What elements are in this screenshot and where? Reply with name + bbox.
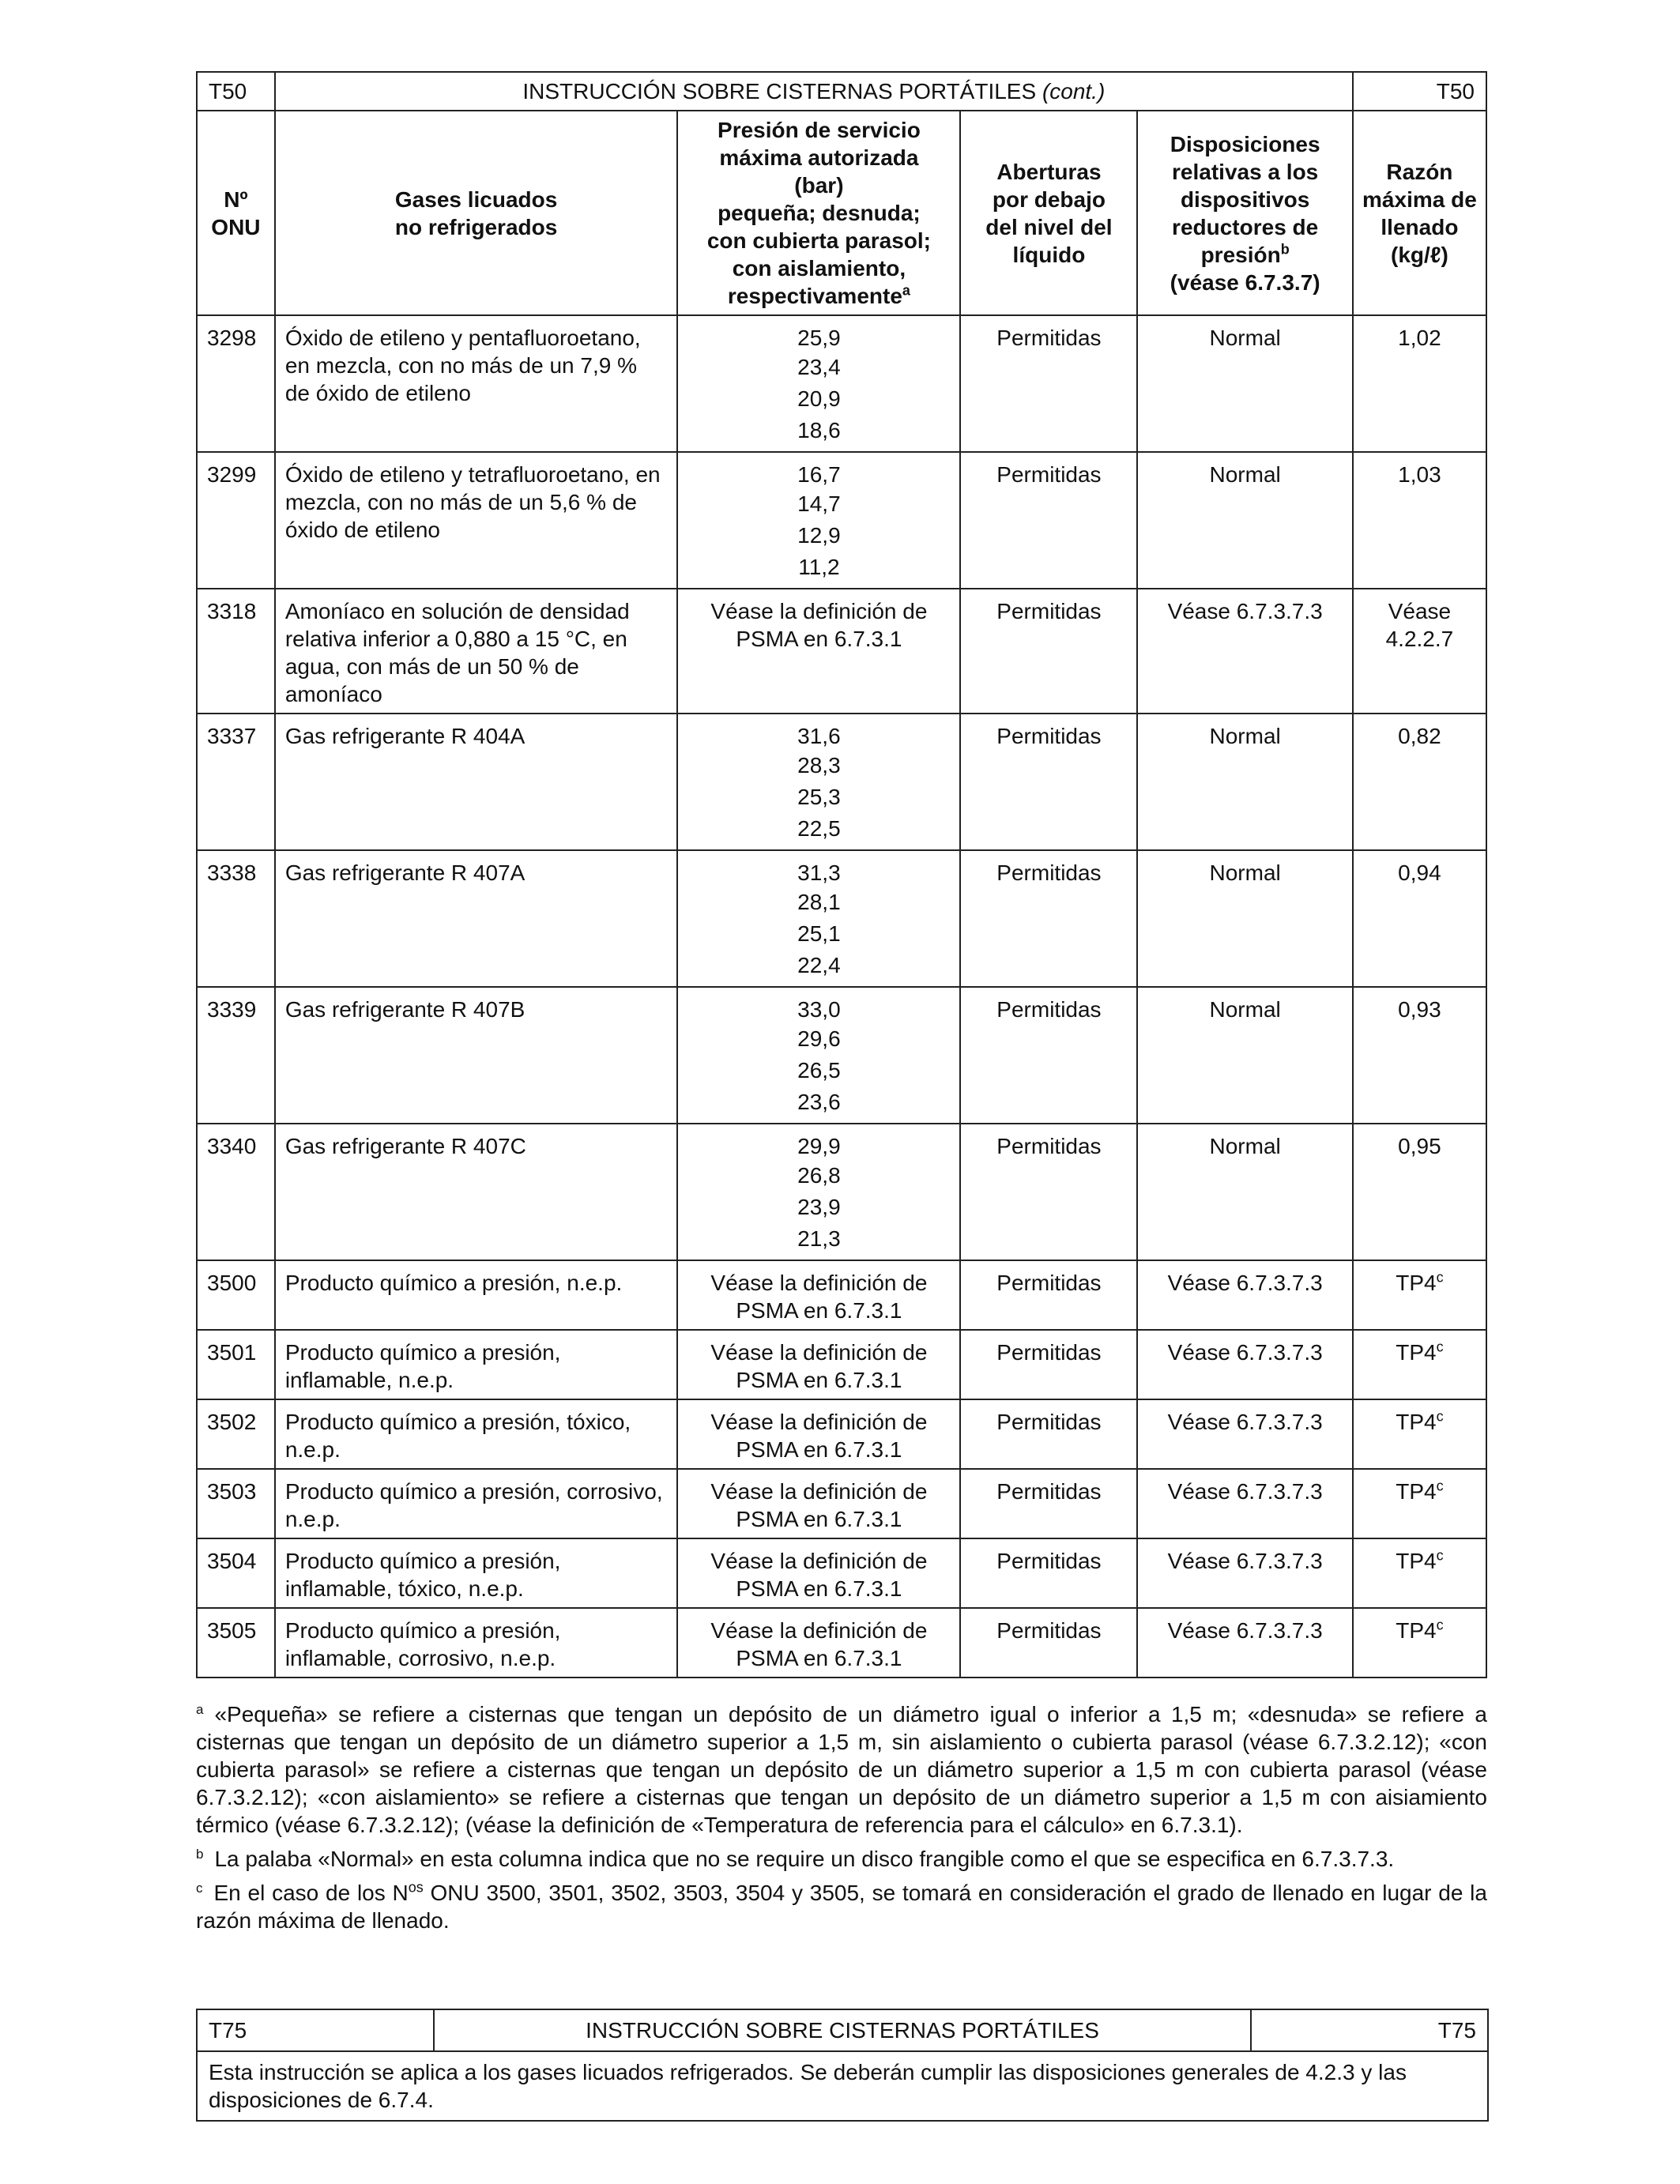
cell-openings: Permitidas: [960, 1330, 1137, 1399]
table-row: [197, 714, 1486, 850]
instruction-title: [275, 72, 1353, 111]
pressure-value: 26,8: [797, 1163, 841, 1188]
instruction-t75-id-left: T75: [197, 2009, 434, 2051]
table-row: [197, 1608, 1486, 1678]
cell-openings: Permitidas: [960, 714, 1137, 850]
cell-relief: Véase 6.7.3.7.3: [1137, 1330, 1352, 1399]
page: [196, 71, 1487, 2122]
cell-relief: Véase 6.7.3.7.3: [1137, 1260, 1352, 1330]
cell-openings: Permitidas: [960, 1260, 1137, 1330]
cell-pressure: [677, 589, 960, 714]
table-row: [197, 452, 1486, 589]
ratio-value: 0,94: [1398, 860, 1441, 885]
table-row: [197, 987, 1486, 1124]
column-header-ratio-text: Razón máxima de llenado (kg/ℓ): [1362, 159, 1477, 267]
ratio-value: 1,03: [1398, 462, 1441, 487]
cell-name: Gas refrigerante R 407A: [275, 850, 678, 987]
column-header-relief-text: Disposiciones relativas a los dispositivos reductores de presión: [1170, 131, 1320, 267]
cell-openings: Permitidas: [960, 589, 1137, 714]
footnote-a-text: «Pequeña» se refiere a cisternas que tengan un depósito de un diámetro igual o inferior a 1,5 m; «desnuda» se refiere a cisternas que tengan un depósito de un diámetro superior a 1,5 m, sin aislamiento o cubierta parasol (véase 6.7.3.2.12); «con cubierta parasol» se refiere a cisternas que tengan un depósito de un diámetro superior a 1,5 m con cubierta parasol (véase 6.7.3.2.12); «con aislamiento» se refiere a cisternas que tengan un depósito de un diámetro superior a 1,5 m con aisiamiento térmico (véase 6.7.3.2.12); (véase la definición de «Temperatura de referencia para el cálculo» en 6.7.3.1).: [196, 1702, 1487, 1837]
pressure-value: 11,2: [798, 555, 840, 579]
cell-relief: Normal: [1137, 1124, 1352, 1260]
cell-openings: Permitidas: [960, 1608, 1137, 1678]
cell-pressure: [677, 1124, 960, 1260]
column-header-pressure-text: Presión de servicio máxima autorizada (bar) pequeña; desnuda; con cubierta parasol; con aislamiento, respectivamente: [706, 118, 931, 308]
footnote-c: [196, 1879, 1487, 1934]
pressure-value: Véase la definición de PSMA en 6.7.3.1: [710, 1479, 928, 1531]
cell-pressure: [677, 850, 960, 987]
table-row: [197, 1330, 1486, 1399]
footnote-ref-a: a: [902, 282, 910, 299]
instruction-id-left: T50: [197, 72, 275, 111]
column-header-relief-ref: (véase 6.7.3.7): [1170, 269, 1320, 295]
footnote-b-text: La palaba «Normal» en esta columna indica que no se require un disco frangible como el que se especifica en 6.7.3.7.3.: [214, 1847, 1395, 1871]
cell-openings: Permitidas: [960, 1538, 1137, 1608]
table-row: [197, 315, 1486, 452]
ratio-value: TP4: [1396, 1618, 1437, 1643]
footnotes: [196, 1700, 1487, 1934]
cell-name: Producto químico a presión, tóxico, n.e.p.: [275, 1399, 678, 1469]
cell-ratio: [1353, 1608, 1486, 1678]
pressure-value: 12,9: [797, 523, 841, 548]
pressure-value: 29,9: [797, 1134, 841, 1158]
footnote-ref-b: b: [1280, 241, 1290, 258]
cell-onu: 3299: [197, 452, 275, 589]
ratio-value: TP4: [1396, 1410, 1437, 1434]
cell-relief: Normal: [1137, 315, 1352, 452]
cell-pressure: [677, 714, 960, 850]
cell-pressure: [677, 1608, 960, 1678]
table-row: [197, 1399, 1486, 1469]
cell-openings: Permitidas: [960, 452, 1137, 589]
table-t75-title-row: [197, 2009, 1488, 2051]
column-header-onu: [197, 111, 275, 315]
cell-ratio: [1353, 850, 1486, 987]
cell-onu: 3318: [197, 589, 275, 714]
cell-ratio: [1353, 987, 1486, 1124]
footnote-c-sup: os: [408, 1879, 424, 1896]
cell-onu: 3505: [197, 1608, 275, 1678]
footnote-ref-c: c: [1436, 1339, 1444, 1355]
cell-ratio: [1353, 589, 1486, 714]
pressure-value: Véase la definición de PSMA en 6.7.3.1: [710, 1340, 928, 1392]
pressure-value: 25,1: [797, 921, 841, 946]
cell-relief: Véase 6.7.3.7.3: [1137, 1538, 1352, 1608]
table-t75-body-row: [197, 2051, 1488, 2121]
cell-relief: Normal: [1137, 452, 1352, 589]
cell-name: Amoníaco en solución de densidad relativa inferior a 0,880 a 15 °C, en agua, con más de un 50 % de amoníaco: [275, 589, 678, 714]
pressure-value: 28,3: [797, 753, 841, 778]
pressure-value: 29,6: [797, 1026, 841, 1051]
cell-ratio: [1353, 1330, 1486, 1399]
cell-ratio: [1353, 1538, 1486, 1608]
cell-ratio: [1353, 315, 1486, 452]
cell-pressure: [677, 1469, 960, 1538]
pressure-value: 25,3: [797, 785, 841, 809]
cell-ratio: [1353, 1260, 1486, 1330]
table-row: [197, 1260, 1486, 1330]
pressure-value: 25,9: [797, 326, 841, 350]
cell-onu: 3338: [197, 850, 275, 987]
pressure-value: 33,0: [797, 997, 841, 1022]
cell-name: Producto químico a presión, inflamable, n.e.p.: [275, 1330, 678, 1399]
cell-name: Gas refrigerante R 404A: [275, 714, 678, 850]
column-header-ratio: [1353, 111, 1486, 315]
cell-onu: 3298: [197, 315, 275, 452]
cell-onu: 3501: [197, 1330, 275, 1399]
cell-name: Óxido de etileno y pentafluoroetano, en mezcla, con no más de un 7,9 % de óxido de etileno: [275, 315, 678, 452]
footnote-c-text-before: En el caso de los N: [213, 1881, 409, 1905]
ratio-value: TP4: [1396, 1340, 1437, 1365]
pressure-value: 23,6: [797, 1090, 841, 1114]
table-row: [197, 1124, 1486, 1260]
cell-ratio: [1353, 1124, 1486, 1260]
pressure-value: 14,7: [797, 491, 841, 516]
footnote-b: [196, 1845, 1487, 1873]
footnote-c-mark: c: [196, 1880, 203, 1896]
ratio-value: TP4: [1396, 1549, 1437, 1573]
cell-name: Óxido de etileno y tetrafluoroetano, en mezcla, con no más de un 5,6 % de óxido de etileno: [275, 452, 678, 589]
cell-openings: Permitidas: [960, 987, 1137, 1124]
table-t50: [196, 71, 1487, 1678]
cell-ratio: [1353, 1469, 1486, 1538]
cell-pressure: [677, 1260, 960, 1330]
ratio-value: TP4: [1396, 1271, 1437, 1295]
cell-openings: Permitidas: [960, 1469, 1137, 1538]
cell-onu: 3503: [197, 1469, 275, 1538]
footnote-ref-c: c: [1436, 1478, 1444, 1494]
instruction-title-text: INSTRUCCIÓN SOBRE CISTERNAS PORTÁTILES: [522, 79, 1037, 104]
cell-onu: 3500: [197, 1260, 275, 1330]
pressure-value: 22,5: [797, 816, 841, 841]
instruction-id-right: T50: [1353, 72, 1486, 111]
column-header-gases: [275, 111, 678, 315]
cell-name: Producto químico a presión, n.e.p.: [275, 1260, 678, 1330]
cell-onu: 3337: [197, 714, 275, 850]
cell-pressure: [677, 1538, 960, 1608]
pressure-value: 21,3: [797, 1226, 841, 1251]
pressure-value: 31,3: [797, 860, 841, 885]
cell-openings: Permitidas: [960, 315, 1137, 452]
cell-relief: Véase 6.7.3.7.3: [1137, 1399, 1352, 1469]
pressure-value: 20,9: [797, 386, 841, 411]
column-header-relief: [1137, 111, 1352, 315]
cell-onu: 3340: [197, 1124, 275, 1260]
footnote-ref-c: c: [1436, 1617, 1444, 1633]
cell-ratio: [1353, 714, 1486, 850]
cell-ratio: [1353, 452, 1486, 589]
pressure-value: 22,4: [797, 953, 841, 977]
cell-pressure: [677, 452, 960, 589]
cell-pressure: [677, 1330, 960, 1399]
footnote-ref-c: c: [1436, 1269, 1444, 1286]
table-t50-title-row: [197, 72, 1486, 111]
ratio-value: 1,02: [1398, 326, 1441, 350]
instruction-t75-id-right: T75: [1251, 2009, 1488, 2051]
instruction-t75-title: INSTRUCCIÓN SOBRE CISTERNAS PORTÁTILES: [434, 2009, 1251, 2051]
column-header-gases-text: Gases licuados no refrigerados: [394, 186, 558, 239]
footnote-ref-c: c: [1436, 1408, 1444, 1425]
footnote-a-mark: a: [196, 1701, 204, 1717]
cell-onu: 3502: [197, 1399, 275, 1469]
cell-openings: Permitidas: [960, 1124, 1137, 1260]
table-row: [197, 1469, 1486, 1538]
table-row: [197, 1538, 1486, 1608]
cell-relief: Normal: [1137, 850, 1352, 987]
cell-openings: Permitidas: [960, 850, 1137, 987]
column-header-openings-text: Aberturas por debajo del nivel del líquido: [985, 159, 1113, 267]
footnote-b-mark: b: [196, 1846, 204, 1862]
table-t50-body: [197, 315, 1486, 1678]
footnote-c-text-after: ONU 3500, 3501, 3502, 3503, 3504 y 3505, se tomará en consideración el grado de llenado en lugar de la razón máxima de llenado.: [196, 1881, 1487, 1933]
footnote-ref-c: c: [1436, 1547, 1444, 1564]
ratio-value: TP4: [1396, 1479, 1437, 1504]
cell-openings: Permitidas: [960, 1399, 1137, 1469]
cell-relief: Véase 6.7.3.7.3: [1137, 1608, 1352, 1678]
pressure-value: 26,5: [797, 1058, 841, 1083]
pressure-value: 31,6: [797, 724, 841, 748]
cell-name: Gas refrigerante R 407C: [275, 1124, 678, 1260]
pressure-value: Véase la definición de PSMA en 6.7.3.1: [710, 599, 928, 651]
column-header-row: [197, 111, 1486, 315]
pressure-value: Véase la definición de PSMA en 6.7.3.1: [710, 1271, 928, 1323]
ratio-value: 0,82: [1398, 724, 1441, 748]
cell-name: Gas refrigerante R 407B: [275, 987, 678, 1124]
column-header-openings: [960, 111, 1137, 315]
ratio-value: Véase 4.2.2.7: [1385, 599, 1454, 651]
pressure-value: Véase la definición de PSMA en 6.7.3.1: [710, 1549, 928, 1601]
cell-pressure: [677, 1399, 960, 1469]
cell-name: Producto químico a presión, inflamable, corrosivo, n.e.p.: [275, 1608, 678, 1678]
table-row: [197, 850, 1486, 987]
pressure-value: 16,7: [797, 462, 841, 487]
pressure-value: 18,6: [797, 418, 841, 442]
ratio-value: 0,95: [1398, 1134, 1441, 1158]
cell-name: Producto químico a presión, corrosivo, n.e.p.: [275, 1469, 678, 1538]
cell-pressure: [677, 987, 960, 1124]
pressure-value: Véase la definición de PSMA en 6.7.3.1: [710, 1410, 928, 1462]
column-header-pressure: [677, 111, 960, 315]
instruction-title-suffix: (cont.): [1042, 79, 1106, 104]
cell-relief: Véase 6.7.3.7.3: [1137, 1469, 1352, 1538]
cell-relief: Normal: [1137, 987, 1352, 1124]
pressure-value: 23,4: [797, 355, 841, 379]
pressure-value: Véase la definición de PSMA en 6.7.3.1: [710, 1618, 928, 1670]
cell-relief: Véase 6.7.3.7.3: [1137, 589, 1352, 714]
cell-pressure: [677, 315, 960, 452]
table-t75: [196, 2009, 1489, 2122]
pressure-value: 23,9: [797, 1195, 841, 1219]
cell-relief: Normal: [1137, 714, 1352, 850]
pressure-value: 28,1: [797, 890, 841, 914]
table-row: [197, 589, 1486, 714]
ratio-value: 0,93: [1398, 997, 1441, 1022]
instruction-t75-body: Esta instrucción se aplica a los gases licuados refrigerados. Se deberán cumplir las disposiciones generales de 4.2.3 y las disposiciones de 6.7.4.: [197, 2051, 1488, 2121]
cell-onu: 3504: [197, 1538, 275, 1608]
footnote-a: [196, 1700, 1487, 1839]
cell-name: Producto químico a presión, inflamable, tóxico, n.e.p.: [275, 1538, 678, 1608]
cell-ratio: [1353, 1399, 1486, 1469]
cell-onu: 3339: [197, 987, 275, 1124]
column-header-onu-text: Nº ONU: [211, 186, 261, 239]
